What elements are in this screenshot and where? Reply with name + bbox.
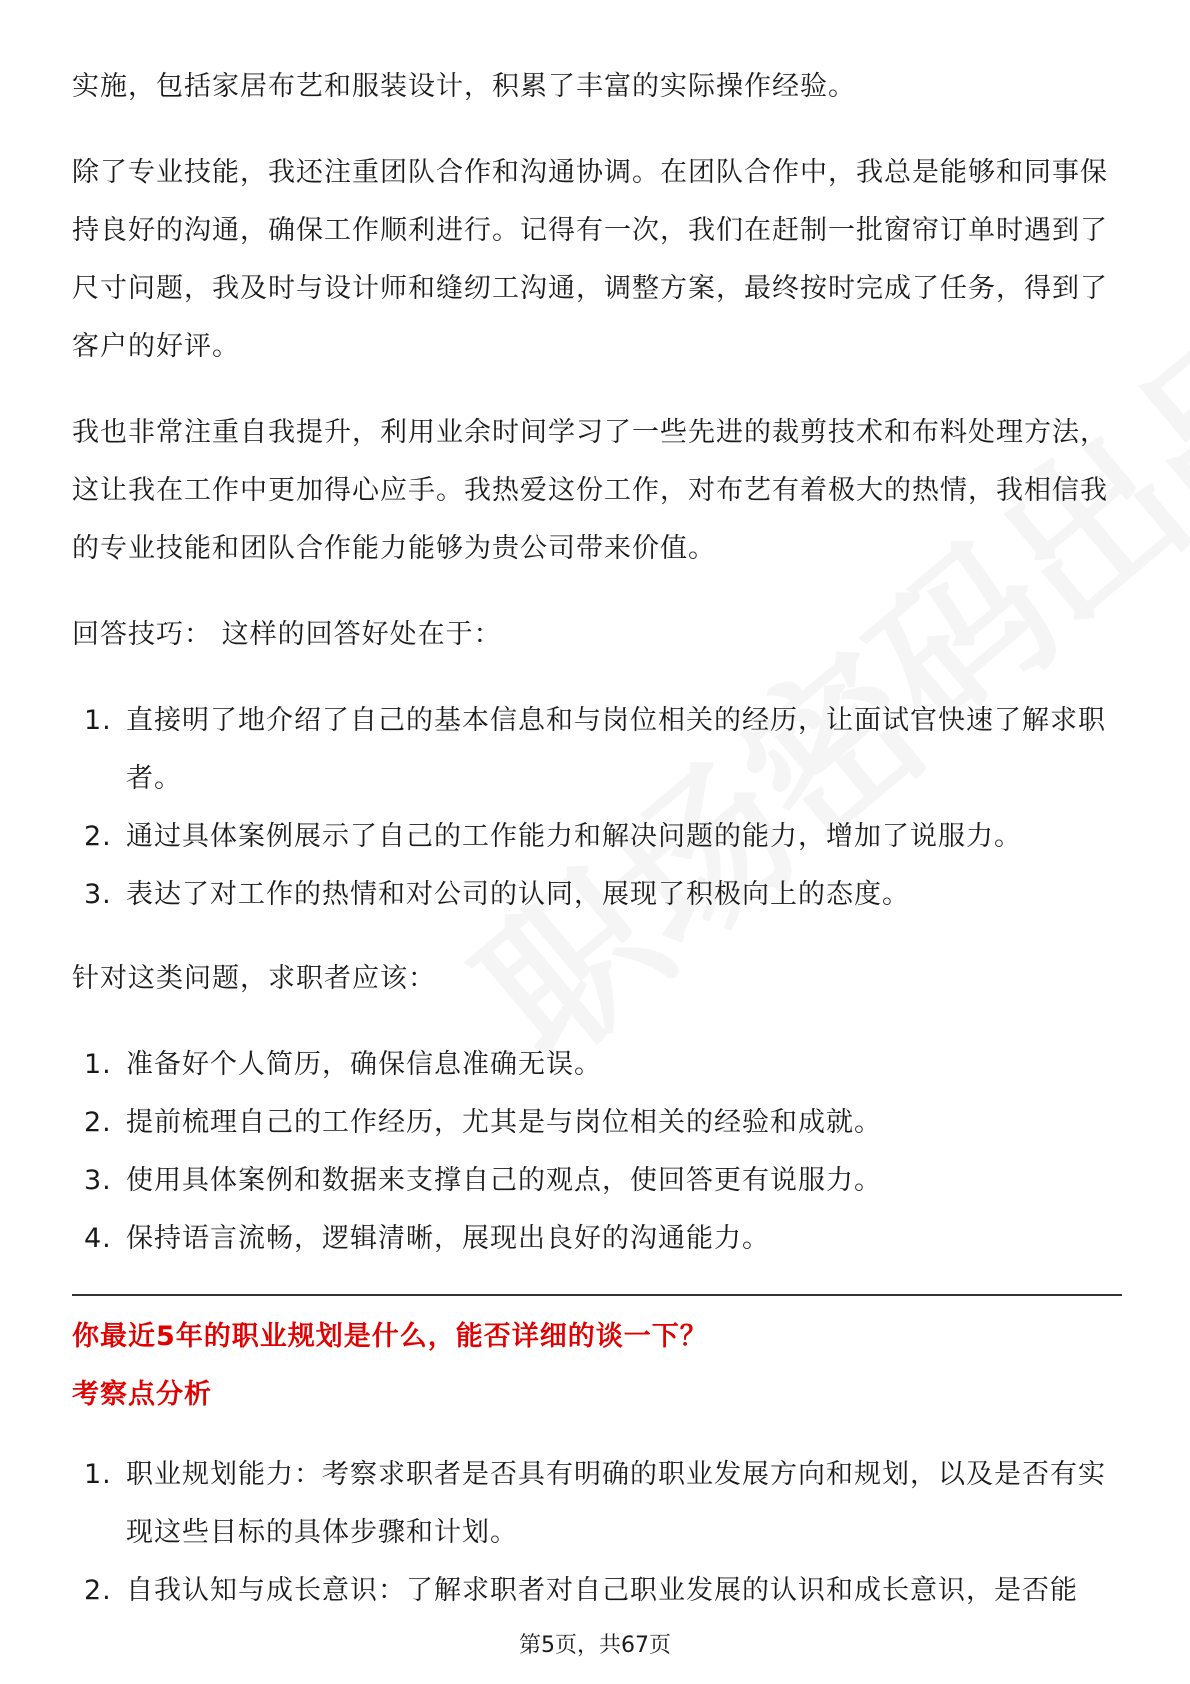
- list-item: 2. 自我认知与成长意识：了解求职者对自己职业发展的认识和成长意识，是否能: [84, 1575, 1078, 1606]
- paragraph: 实施，包括家居布艺和服装设计，积累了丰富的实际操作经验。: [72, 71, 856, 102]
- analysis-title: 考察点分析: [72, 1379, 212, 1410]
- section-divider: [72, 1294, 1122, 1296]
- list-item: 2. 通过具体案例展示了自己的工作能力和解决问题的能力，增加了说服力。: [84, 821, 1022, 852]
- document-body: [72, 58, 1122, 1646]
- paragraph: 我也非常注重自我提升，利用业余时间学习了一些先进的裁剪技术和布料处理方法，这让我在工作中更加得心应手。我热爱这份工作，对布艺有着极大的热情，我相信我的专业技能和团队合作能力能够为贵公司带来价值。: [72, 417, 1108, 564]
- list-item: 2. 提前梳理自己的工作经历，尤其是与岗位相关的经验和成就。: [84, 1107, 882, 1138]
- advice-list: [72, 1036, 1122, 1268]
- question-title: 你最近5年的职业规划是什么，能否详细的谈一下？: [72, 1321, 708, 1352]
- analysis-list: [72, 1446, 1122, 1620]
- list-item: 4. 保持语言流畅，逻辑清晰，展现出良好的沟通能力。: [84, 1223, 770, 1254]
- tips-heading: 回答技巧： 这样的回答好处在于：: [72, 619, 502, 650]
- page-number: 第5页，共67页: [519, 1633, 671, 1658]
- list-item: 1. 准备好个人简历，确保信息准确无误。: [84, 1049, 602, 1080]
- paragraph: 除了专业技能，我还注重团队合作和沟通协调。在团队合作中，我总是能够和同事保持良好的沟通，确保工作顺利进行。记得有一次，我们在赶制一批窗帘订单时遇到了尺寸问题，我及时与设计师和缝纫工沟通，调整方案，最终按时完成了任务，得到了客户的好评。: [72, 157, 1108, 362]
- list-item: 3. 使用具体案例和数据来支撑自己的观点，使回答更有说服力。: [84, 1165, 882, 1196]
- tips-list: [72, 692, 1122, 924]
- list-item: 3. 表达了对工作的热情和对公司的认同，展现了积极向上的态度。: [84, 879, 910, 910]
- list-item: 1. 直接明了地介绍了自己的基本信息和与岗位相关的经历，让面试官快速了解求职者。: [84, 705, 1106, 794]
- list-item: 1. 职业规划能力：考察求职者是否具有明确的职业发展方向和规划，以及是否有实现这些目标的具体步骤和计划。: [84, 1459, 1106, 1548]
- advice-heading: 针对这类问题，求职者应该：: [72, 963, 436, 994]
